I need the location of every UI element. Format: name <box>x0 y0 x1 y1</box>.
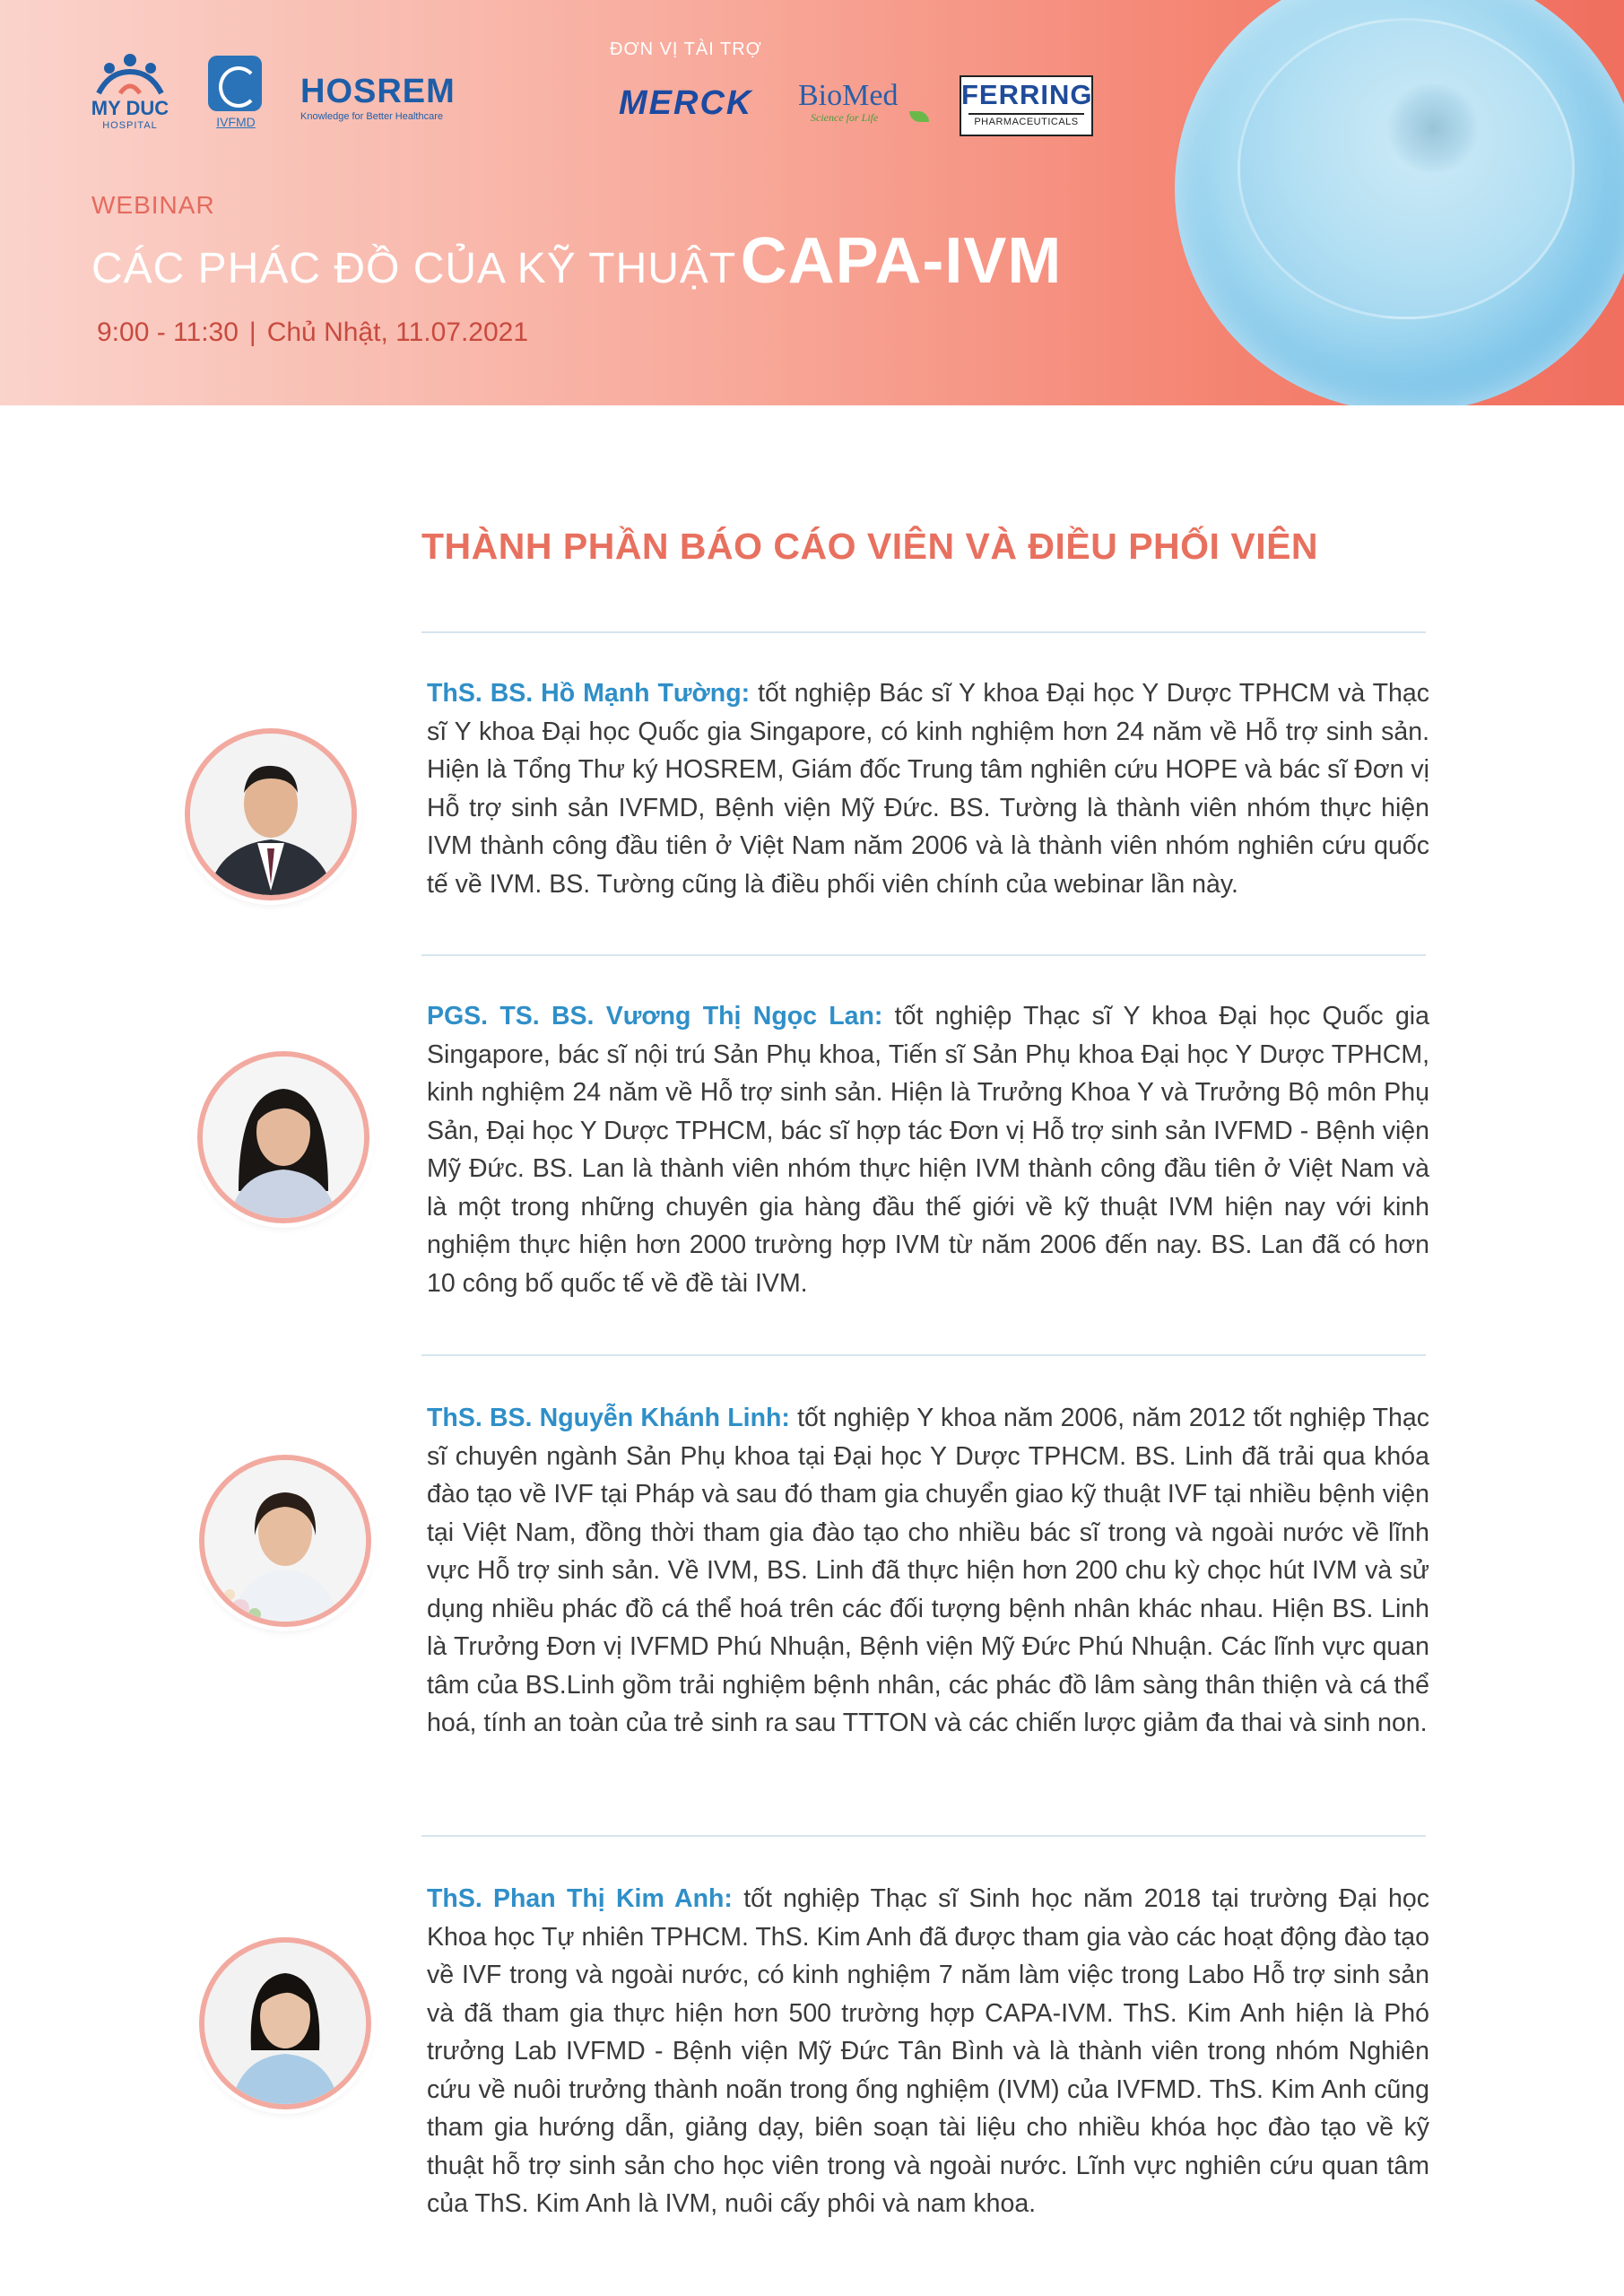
biomed-logo-name: BioMed <box>798 79 899 112</box>
speaker-name-3: ThS. BS. Nguyễn Khánh Linh: <box>427 1404 790 1432</box>
speaker-bio-4 <box>427 1880 1429 2223</box>
speaker-bio-1 <box>427 674 1429 903</box>
header-banner <box>0 0 1624 405</box>
biomed-logo <box>798 81 942 135</box>
event-date: Chủ Nhật, 11.07.2021 <box>266 317 529 347</box>
divider <box>421 1835 1426 1837</box>
schedule-separator: | <box>248 317 256 347</box>
oocyte-image <box>1175 0 1624 405</box>
speaker-portrait-male-icon <box>190 734 352 895</box>
ferring-logo <box>960 75 1093 136</box>
ivfmd-logo <box>206 56 265 136</box>
speaker-bio-2 <box>427 997 1429 1302</box>
hosrem-logo-tagline: Knowledge for Better Healthcare <box>300 111 443 122</box>
ivfmd-logo-name: IVFMD <box>216 115 256 129</box>
speaker-portrait-female-icon <box>203 1057 364 1218</box>
ferring-logo-sub: PHARMACEUTICALS <box>974 117 1079 127</box>
event-title-prefix: CÁC PHÁC ĐỒ CỦA KỸ THUẬT <box>91 245 737 292</box>
speaker-portrait-female-icon <box>204 1943 366 2104</box>
event-title <box>91 224 1062 298</box>
event-time: 9:00 - 11:30 <box>97 317 239 347</box>
event-title-highlight: CAPA-IVM <box>740 225 1063 297</box>
biomed-logo-tagline: Science for Life <box>811 111 879 124</box>
speaker-name-4: ThS. Phan Thị Kim Anh: <box>427 1884 733 1913</box>
divider <box>421 631 1426 633</box>
hosrem-logo-name: HOSREM <box>300 73 456 110</box>
myduc-hospital-logo <box>90 52 170 137</box>
divider <box>421 1354 1426 1356</box>
speaker-photo-2 <box>197 1051 369 1223</box>
divider <box>421 954 1426 956</box>
myduc-logo-name: MY DUC <box>91 97 169 119</box>
event-schedule <box>97 317 528 348</box>
ferring-logo-name: FERRING <box>961 79 1093 110</box>
speaker-description-3: tốt nghiệp Y khoa năm 2006, năm 2012 tốt nghiệp Thạc sĩ chuyên ngành Sản Phụ khoa tại Đại học Y Dược TPHCM. BS. Linh đã trải qua khóa đào tạo về IVF tại Pháp và sau đó tham gia chuyển giao kỹ thuật IVF tại nhiều bệnh viện tại Việt Nam, đồng thời tham gia đào tạo cho nhiều bác sĩ trong và ngoài nước về lĩnh vực Hỗ trợ sinh sản. Về IVM, BS. Linh đã thực hiện hơn 200 chu kỳ chọc hút IVM và sử dụng nhiều phác đồ cá thể hoá trên các đối tượng bệnh nhân khác nhau. Hiện BS. Linh là Trưởng Đơn vị IVFMD Phú Nhuận, Bệnh viện Mỹ Đức Phú Nhuận. Các lĩnh vực quan tâm của BS.Linh gồm trải nghiệm bệnh nhân, các phác đồ lâm sàng thân thiện và cá thể hoá, tính an toàn của trẻ sinh ra sau TTTON và các chiến lược giảm đa thai và sinh non. <box>427 1404 1429 1737</box>
speaker-name-2: PGS. TS. BS. Vương Thị Ngọc Lan: <box>427 1002 883 1031</box>
myduc-logo-sub: HOSPITAL <box>102 120 158 131</box>
section-title: THÀNH PHẦN BÁO CÁO VIÊN VÀ ĐIỀU PHỐI VIÊN <box>421 526 1319 567</box>
speaker-description-4: tốt nghiệp Thạc sĩ Sinh học năm 2018 tại trường Đại học Khoa học Tự nhiên TPHCM. ThS. Kim Anh đã được tham gia vào các hoạt động đào tạo về IVF trong và ngoài nước, có kinh nghiệm 7 năm làm việc trong Labo Hỗ trợ sinh sản và đã tham gia thực hiện hơn 500 trường hợp CAPA-IVM. ThS. Kim Anh hiện là Phó trưởng Lab IVFMD - Bệnh viện Mỹ Đức Tân Bình và là thành viên trong nhóm Nghiên cứu về nuôi trưởng thành noãn trong ống nghiệm (IVM) của IVFMD. ThS. Kim Anh cũng tham gia hướng dẫn, giảng dạy, biên soạn tài liệu cho nhiều khóa học đào tạo về kỹ thuật hỗ trợ sinh sản cho học viên trong và ngoài nước. Lĩnh vực nghiên cứu quan tâm của ThS. Kim Anh là IVM, nuôi cấy phôi và nam khoa. <box>427 1884 1429 2218</box>
speaker-description-1: tốt nghiệp Bác sĩ Y khoa Đại học Y Dược TPHCM và Thạc sĩ Y khoa Đại học Quốc gia Singapore, có kinh nghiệm hơn 24 năm về Hỗ trợ sinh sản. Hiện là Tổng Thư ký HOSREM, Giám đốc Trung tâm nghiên cứu HOPE và bác sĩ Đơn vị Hỗ trợ sinh sản IVFMD, Bệnh viện Mỹ Đức. BS. Tường là thành viên nhóm thực hiện IVM thành công đầu tiên ở Việt Nam năm 2006 và là thành viên nhóm nghiên cứu quốc tế về IVM. BS. Tường cũng là điều phối viên chính của webinar lần này. <box>427 679 1429 899</box>
family-icon <box>95 52 165 97</box>
speaker-description-2: tốt nghiệp Thạc sĩ Y khoa Đại học Quốc gia Singapore, bác sĩ nội trú Sản Phụ khoa, Tiến sĩ Sản Phụ khoa Đại học Y Dược TPHCM, kinh nghiệm 24 năm về Hỗ trợ sinh sản. Hiện là Trưởng Khoa Y và Trưởng Bộ môn Phụ Sản, Đại học Y Dược TPHCM, bác sĩ hợp tác Đơn vị Hỗ trợ sinh sản IVFMD - Bệnh viện Mỹ Đức. BS. Lan là thành viên nhóm thực hiện IVM thành công đầu tiên ở Việt Nam và là một trong những chuyên gia hàng đầu thế giới về kỹ thuật IVM hiện nay với kinh nghiệm thực hiện hơn 2000 trường hợp IVM từ năm 2006 đến nay. BS. Lan đã có hơn 10 công bố quốc tế về đề tài IVM. <box>427 1002 1429 1298</box>
merck-logo: MERCK <box>619 84 753 122</box>
speaker-photo-3 <box>199 1455 371 1627</box>
webinar-label: WEBINAR <box>91 191 215 219</box>
swirl-icon <box>219 66 258 108</box>
speaker-bio-3 <box>427 1399 1429 1743</box>
sponsor-label: ĐƠN VỊ TÀI TRỢ <box>610 39 762 59</box>
speaker-name-1: ThS. BS. Hồ Mạnh Tường: <box>427 679 751 708</box>
speaker-portrait-female-icon <box>204 1460 366 1622</box>
speaker-photo-4 <box>199 1937 371 2109</box>
speaker-photo-1 <box>185 728 357 900</box>
hosrem-logo <box>300 74 480 136</box>
